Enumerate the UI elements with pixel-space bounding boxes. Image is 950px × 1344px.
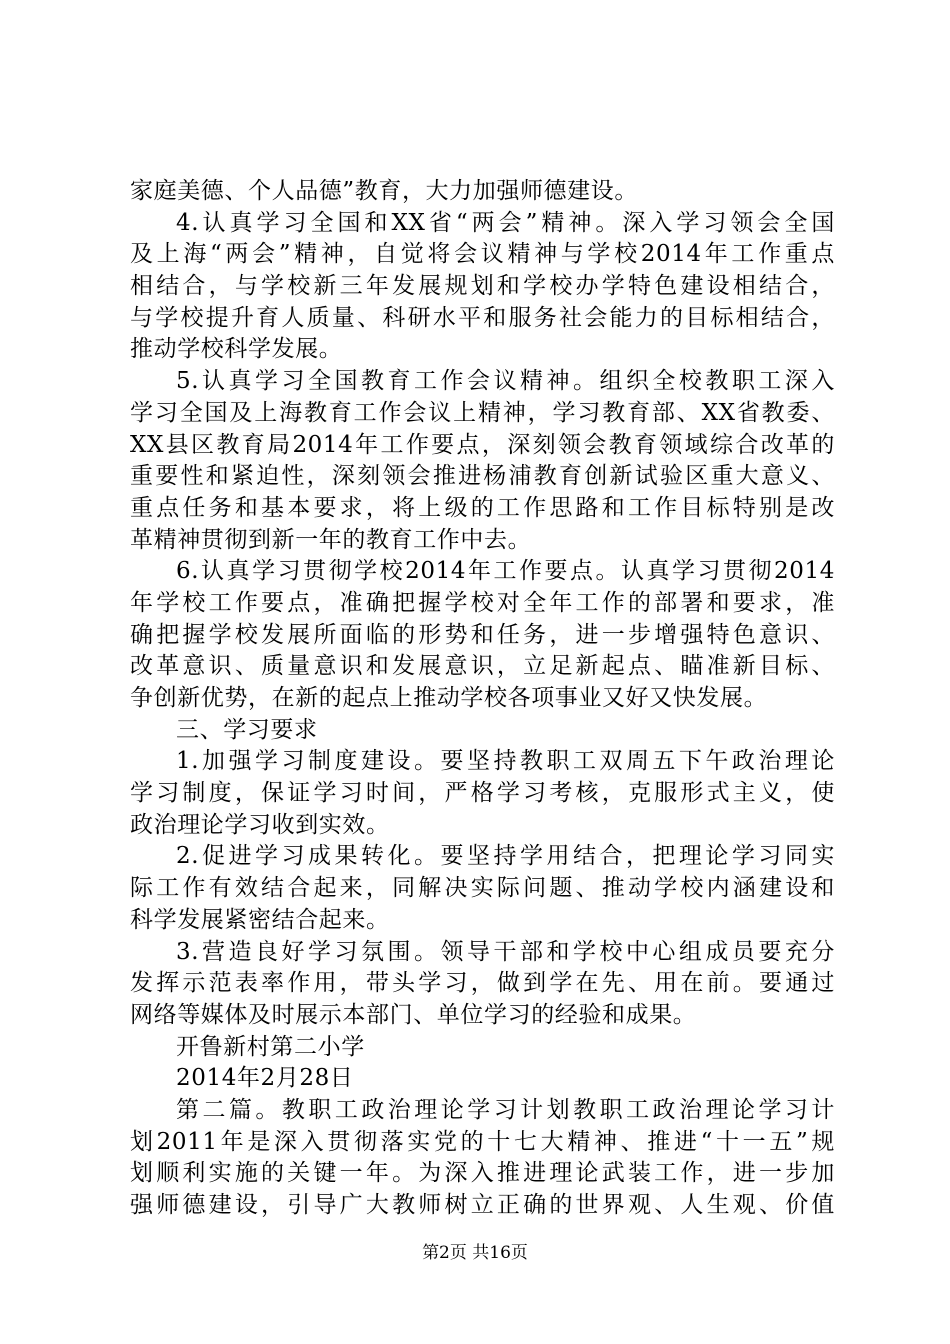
text-line-12: 革精神贯彻到新一年的教育工作中去。 (130, 526, 532, 553)
school-name: 开鲁新村第二小学 (176, 1033, 365, 1060)
text-line-2: 4.认真学习全国和XX省“两会”精神。深入学习领会全国 (176, 209, 835, 236)
text-line-17: 争创新优势，在新的起点上推动学校各项事业又好又快发展。 (130, 685, 768, 711)
text-line-15: 确把握学校发展所面临的形势和任务，进一步增强特色意识、 (130, 621, 835, 648)
text-line-1: 家庭美德、个人品德”教育，大力加强师德建设。 (130, 178, 638, 204)
text-line-9: XX县区教育局2014年工作要点，深刻领会教育领域综合改革的 (130, 431, 835, 458)
text-line-16: 改革意识、质量意识和发展意识，立足新起点、瞄准新目标、 (130, 653, 835, 680)
text-line-32: 划顺利实施的关键一年。为深入推进理论武装工作，进一步加 (130, 1160, 835, 1187)
text-line-14: 年学校工作要点，准确把握学校对全年工作的部署和要求，准 (130, 589, 835, 616)
document-body (130, 176, 835, 1222)
text-line-10: 重要性和紧迫性，深刻领会推进杨浦教育创新试验区重大意义、 (130, 463, 835, 490)
text-line-5: 与学校提升育人质量、科研水平和服务社会能力的目标相结合， (130, 304, 835, 331)
text-line-24: 科学发展紧密结合起来。 (130, 906, 390, 933)
text-line-27: 网络等媒体及时展示本部门、单位学习的经验和成果。 (130, 1001, 697, 1028)
text-line-8: 学习全国及上海教育工作会议上精神，学习教育部、XX省教委、 (130, 399, 835, 426)
text-line-31: 划2011年是深入贯彻落实党的十七大精神、推进“十一五”规 (130, 1128, 835, 1155)
text-line-20: 学习制度，保证学习时间，严格学习考核，克服形式主义，使 (130, 780, 835, 807)
document-date: 2014年2月28日 (176, 1065, 354, 1092)
text-line-6: 推动学校科学发展。 (130, 336, 343, 363)
text-line-33: 强师德建设，引导广大教师树立正确的世界观、人生观、价值 (130, 1192, 835, 1218)
text-line-30: 第二篇。教职工政治理论学习计划教职工政治理论学习计 (176, 1096, 835, 1123)
text-line-26: 发挥示范表率作用，带头学习，做到学在先、用在前。要通过 (130, 970, 835, 997)
text-line-13: 6.认真学习贯彻学校2014年工作要点。认真学习贯彻2014 (176, 558, 835, 585)
text-line-23: 际工作有效结合起来，同解决实际问题、推动学校内涵建设和 (130, 875, 835, 902)
text-line-22: 2.促进学习成果转化。要坚持学用结合，把理论学习同实 (176, 843, 835, 870)
text-line-7: 5.认真学习全国教育工作会议精神。组织全校教职工深入 (176, 368, 835, 395)
text-line-4: 相结合，与学校新三年发展规划和学校办学特色建设相结合， (130, 273, 835, 300)
page-number: 第2页 共16页 (422, 1243, 528, 1263)
text-line-19: 1.加强学习制度建设。要坚持教职工双周五下午政治理论 (176, 748, 835, 775)
section-heading: 三、学习要求 (176, 716, 318, 743)
text-line-25: 3.营造良好学习氛围。领导干部和学校中心组成员要充分 (176, 938, 835, 965)
text-line-21: 政治理论学习收到实效。 (130, 811, 390, 838)
text-line-11: 重点任务和基本要求，将上级的工作思路和工作目标特别是改 (130, 494, 835, 521)
text-line-3: 及上海“两会”精神，自觉将会议精神与学校2014年工作重点 (130, 241, 835, 268)
